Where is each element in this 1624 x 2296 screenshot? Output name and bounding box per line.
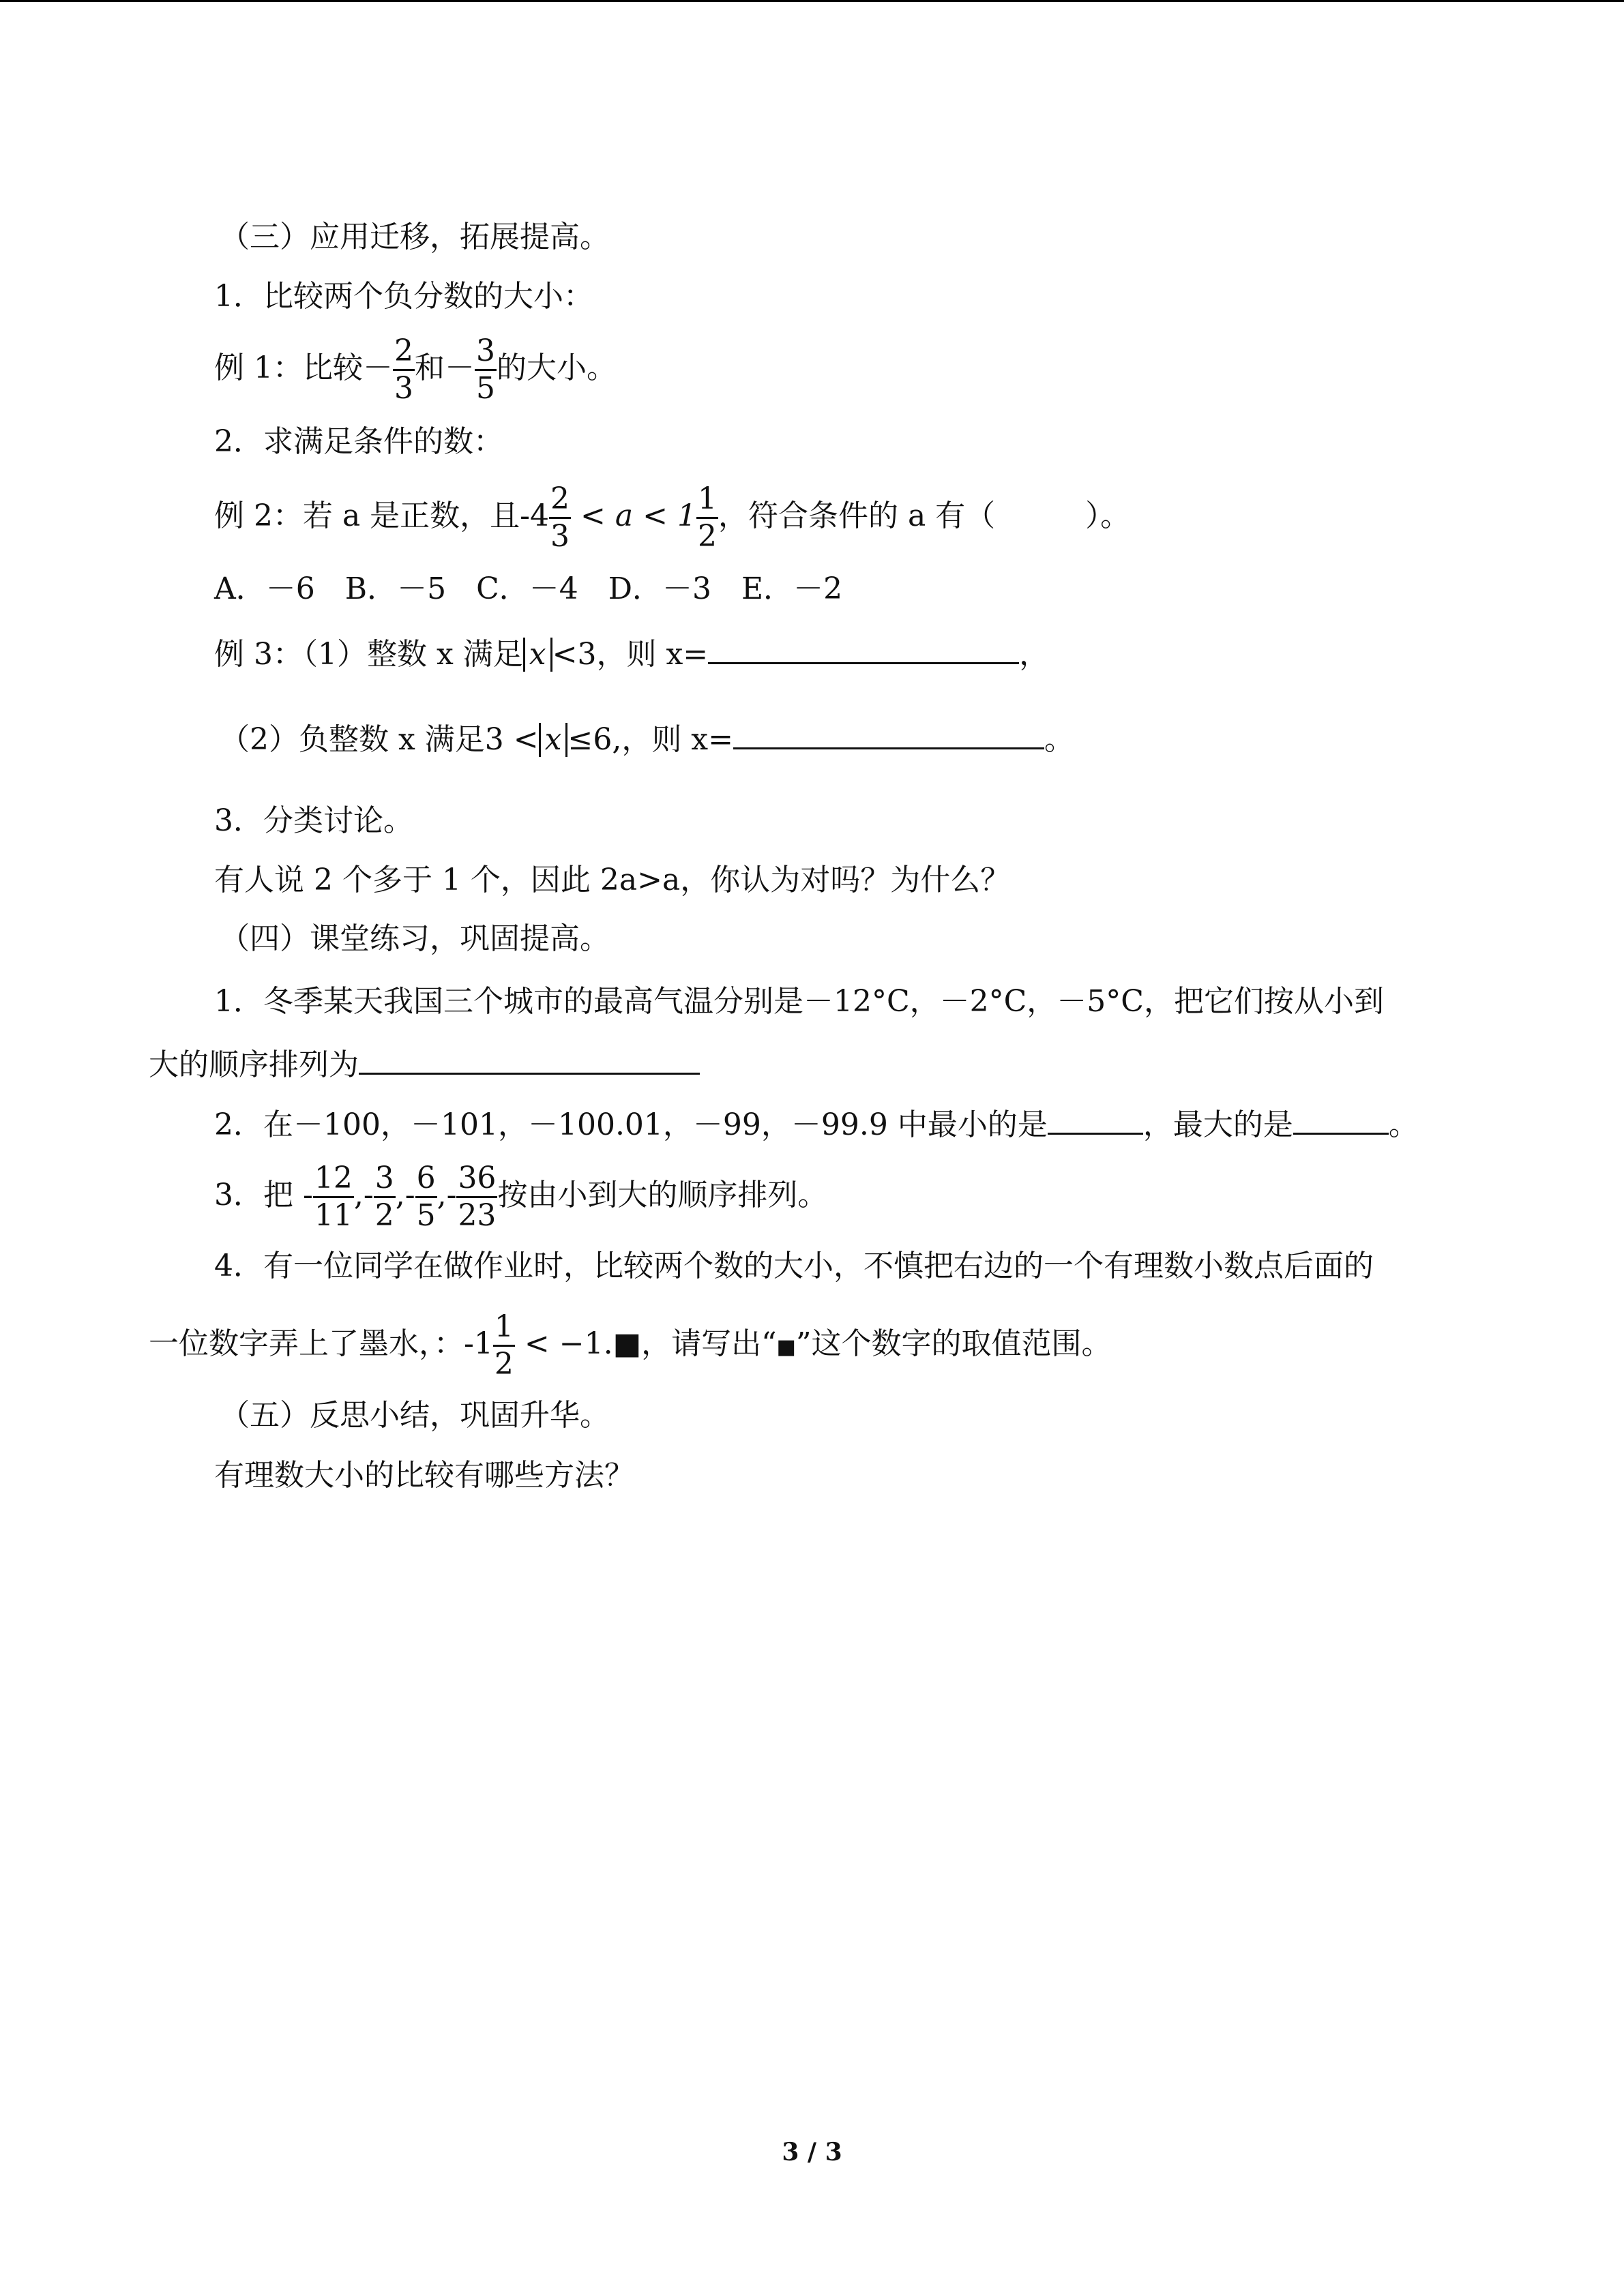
answer-blank[interactable] (359, 1041, 700, 1075)
fraction (415, 1163, 437, 1231)
absolute-value: x (539, 723, 568, 757)
practice-4-line-2-suffix: ”这个数字的取值范围。 (796, 1326, 1112, 1361)
example-3-2-suffix: 。 (1044, 722, 1074, 757)
practice-4-line-2-mid: < −1.■，请写出“ (514, 1326, 777, 1361)
ink-blot-mark: ■ (776, 1335, 796, 1359)
answer-blank[interactable] (708, 631, 1019, 664)
fraction-numerator: 2 (394, 333, 413, 368)
example-2-prefix: 例 2：若 a 是正数，且-4 (214, 498, 550, 533)
fraction-denominator: 2 (697, 519, 717, 554)
example-3-1-prefix: 例 3：（1）整数 x 满足 (214, 637, 523, 672)
fraction-numerator: 3 (374, 1161, 394, 1195)
section-5-heading: （五）反思小结，巩固升华。 (220, 1398, 610, 1433)
fraction (696, 481, 718, 554)
example-3-part-2 (220, 716, 1074, 757)
fraction-numerator: 1 (697, 481, 717, 516)
page-number: 3 / 3 (782, 2138, 842, 2166)
question-3-title: 3．分类讨论。 (214, 803, 413, 838)
practice-3-suffix: 按由小到大的顺序排列。 (497, 1178, 828, 1212)
fraction-denominator: 3 (550, 519, 570, 554)
practice-1-line-2 (149, 1041, 700, 1082)
answer-blank[interactable] (733, 716, 1044, 749)
fraction-separator: ,- (437, 1178, 457, 1212)
fraction-numerator: 36 (458, 1161, 497, 1195)
practice-4-line-2 (149, 1309, 1112, 1382)
section-3-heading: （三）应用迁移，拓展提高。 (220, 220, 610, 254)
practice-1-line-1: 1．冬季某天我国三个城市的最高气温分别是－12°C，－2°C，－5°C，把它们按从小到 (214, 984, 1384, 1019)
practice-2-prefix: 2．在－100，－101，－100.01，－99，－99.9 中最小的是 (214, 1107, 1048, 1142)
fraction (374, 1163, 396, 1231)
example-3-1-mid: <3，则 x= (552, 637, 709, 672)
example-1-suffix: 的大小。 (496, 351, 617, 385)
absolute-value: x (523, 638, 552, 672)
fraction-numerator: 12 (314, 1161, 353, 1195)
practice-1-line-2-text: 大的顺序排列为 (149, 1047, 359, 1082)
fraction-denominator: 5 (475, 371, 495, 406)
example-2-suffix: ，符合条件的 a 有（ ）。 (718, 498, 1131, 533)
section-5-text: 有理数大小的比较有哪些方法？ (214, 1458, 634, 1493)
question-2-title: 2．求满足条件的数： (214, 424, 503, 459)
fraction-denominator: 5 (416, 1198, 436, 1233)
example-3-2-prefix: （2）负整数 x 满足3 < (220, 722, 539, 757)
fraction (549, 481, 571, 554)
fraction-numerator: 6 (416, 1161, 436, 1195)
fraction (493, 1309, 515, 1382)
practice-4-line-2-prefix: 一位数字弄上了墨水，：-1 (149, 1326, 493, 1361)
example-3-part-1 (214, 631, 1049, 672)
fraction-numerator: 3 (475, 333, 495, 368)
question-3-text: 有人说 2 个多于 1 个，因此 2a>a，你认为对吗？为什么？ (214, 863, 1011, 897)
fraction-denominator: 3 (394, 371, 413, 406)
fraction (393, 333, 415, 406)
answer-blank-max[interactable] (1293, 1101, 1389, 1135)
practice-4-line-1: 4．有一位同学在做作业时，比较两个数的大小，不慎把右边的一个有理数小数点后面的 (214, 1249, 1374, 1283)
practice-3-prefix: 3．把 - (214, 1178, 313, 1212)
fraction (475, 333, 497, 406)
fraction-separator: ,- (395, 1178, 415, 1212)
fraction-separator: ,- (353, 1178, 374, 1212)
fraction (313, 1163, 354, 1231)
practice-2-mid: ，最大的是 (1142, 1107, 1293, 1142)
example-3-1-suffix: ， (1019, 637, 1050, 672)
example-2-options: A．－6 B．－5 C．－4 D．－3 E．－2 (214, 571, 843, 606)
practice-3 (214, 1161, 828, 1233)
example-1-mid: 和－ (414, 351, 475, 385)
example-1-prefix: 例 1：比较－ (214, 351, 393, 385)
fraction (456, 1163, 497, 1231)
fraction-denominator: 2 (374, 1198, 394, 1233)
answer-blank-min[interactable] (1048, 1101, 1143, 1135)
example-1 (214, 333, 617, 406)
fraction-denominator: 2 (494, 1347, 514, 1382)
question-1-title: 1．比较两个负分数的大小： (214, 279, 593, 314)
example-2-inequality: < a < 1 (571, 498, 696, 533)
example-3-2-mid: ≤6,，则 x= (567, 722, 733, 757)
practice-2 (214, 1101, 1419, 1142)
fraction-numerator: 1 (494, 1309, 514, 1344)
top-border-line (0, 0, 1624, 2)
example-2 (214, 481, 1131, 554)
section-4-heading: （四）课堂练习，巩固提高。 (220, 921, 610, 956)
fraction-numerator: 2 (550, 481, 570, 516)
fraction-denominator: 11 (314, 1198, 353, 1233)
fraction-denominator: 23 (458, 1198, 497, 1233)
practice-3-fraction-list (313, 1161, 498, 1233)
practice-2-suffix: 。 (1388, 1107, 1419, 1142)
